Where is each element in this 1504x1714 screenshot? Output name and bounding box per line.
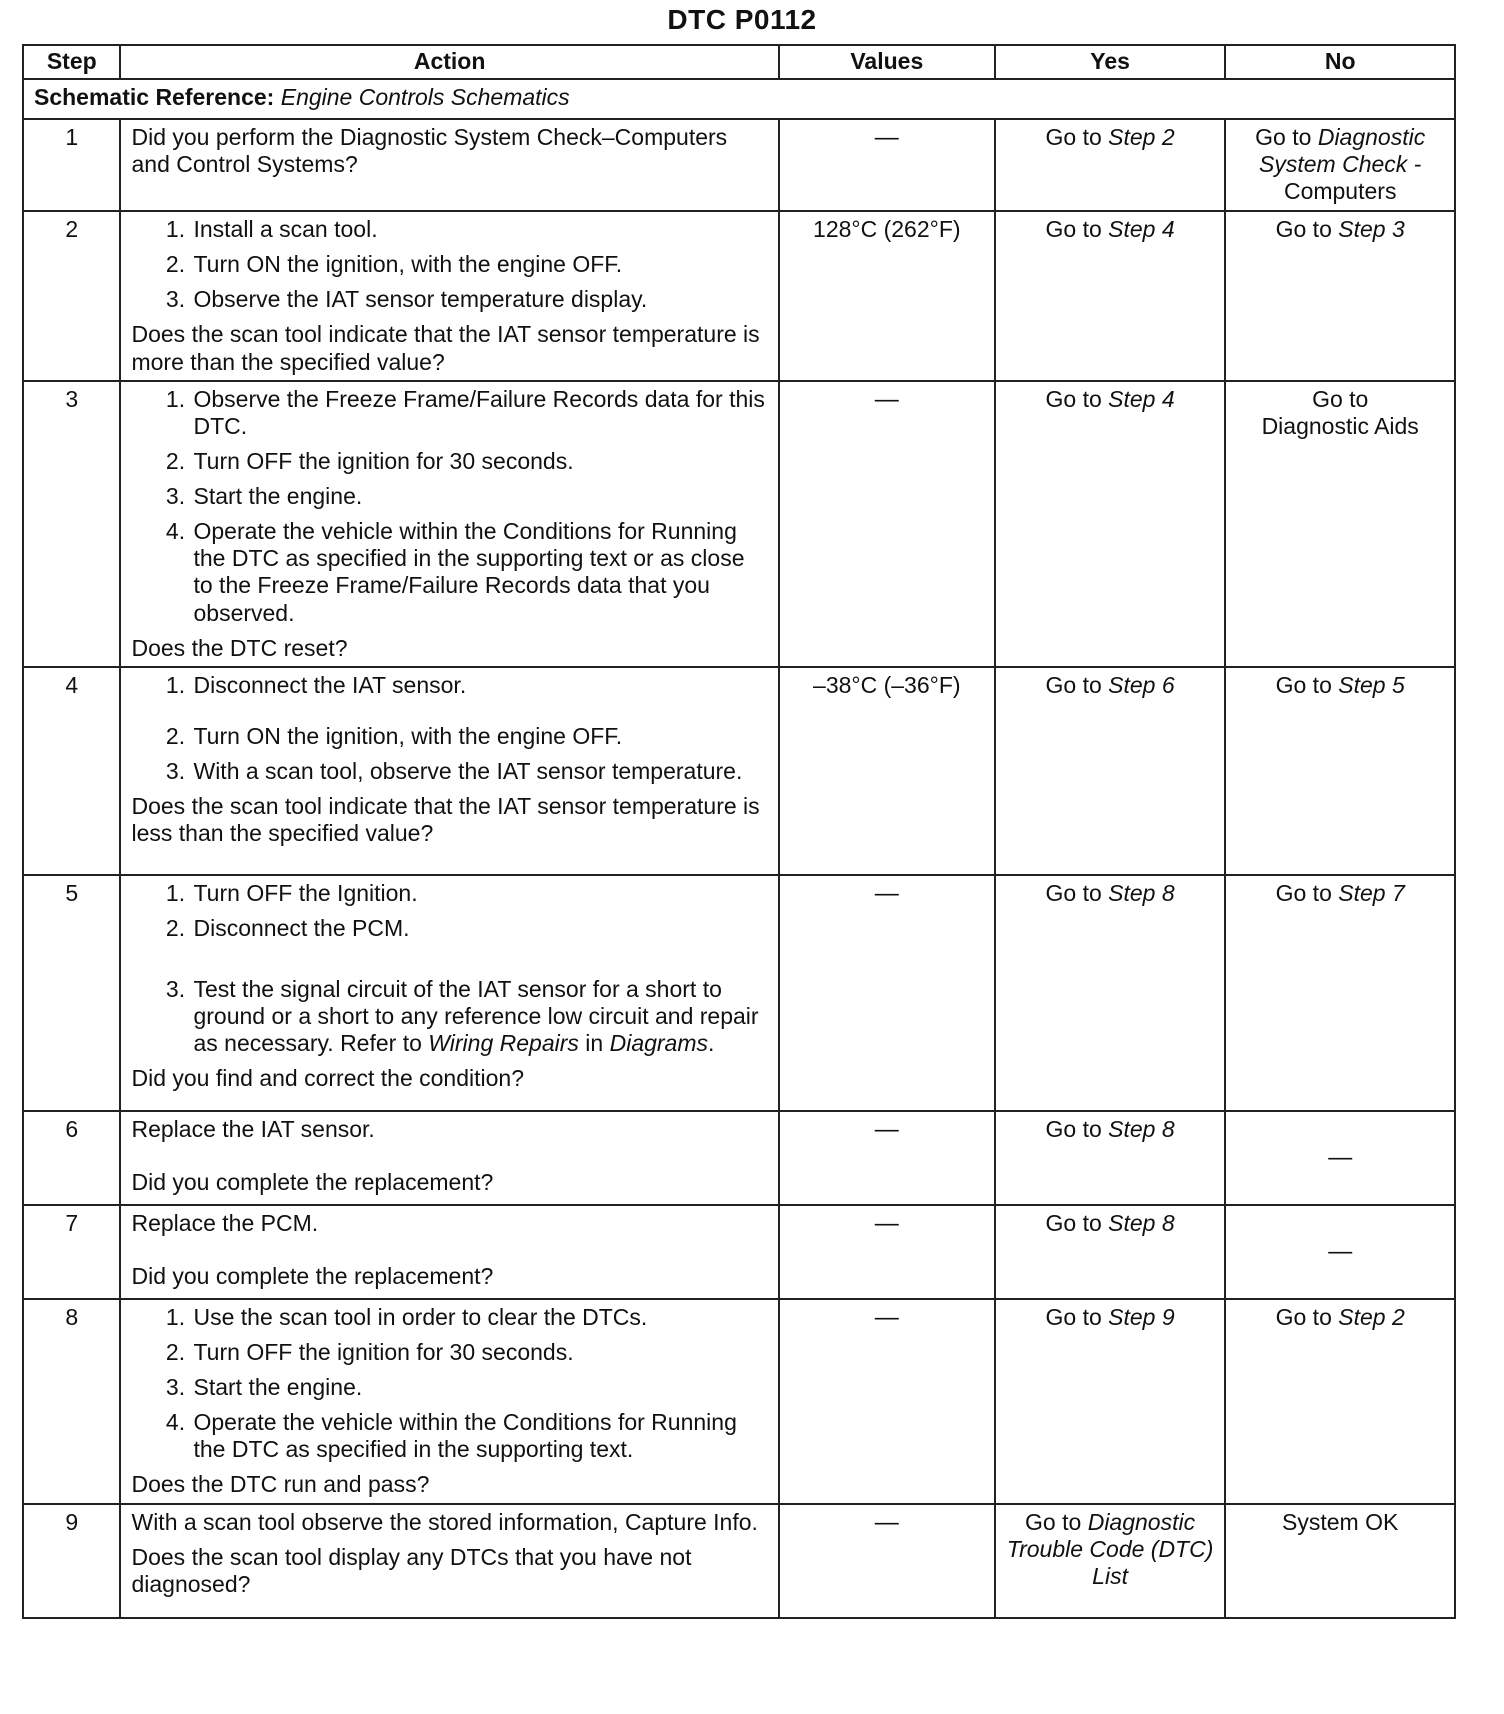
no-step-ref: Step 7 xyxy=(1338,879,1405,906)
action-item: 3. Start the engine. xyxy=(191,1374,767,1401)
yes-cell xyxy=(995,119,1226,211)
no-cell xyxy=(1225,875,1455,1111)
no-step-ref: Step 5 xyxy=(1338,671,1405,698)
action-list xyxy=(131,880,767,1058)
value-dash: — xyxy=(874,1115,899,1143)
no-goto-line: Go to xyxy=(1312,385,1369,412)
action-list xyxy=(131,672,767,785)
action-item: 2. Turn ON the ignition, with the engine OFF. xyxy=(191,251,767,278)
table-row xyxy=(23,211,1455,381)
yes-step-ref: Step 4 xyxy=(1108,216,1175,242)
action-question: Did you complete the replacement? xyxy=(131,1168,494,1195)
yes-step-ref: Step 8 xyxy=(1108,879,1175,906)
action-cell xyxy=(120,1111,778,1205)
goto-label: Go to xyxy=(1255,124,1312,150)
action-item: 3. With a scan tool, observe the IAT sensor temperature. xyxy=(191,758,767,785)
table-row xyxy=(23,667,1455,875)
schematic-link: Engine Controls Schematics xyxy=(280,84,570,110)
yes-cell xyxy=(995,1504,1226,1618)
yes-cell xyxy=(995,211,1226,381)
action-item: 1. Install a scan tool. xyxy=(191,216,767,243)
yes-step-ref: Step 8 xyxy=(1108,1209,1175,1236)
goto-label: Go to xyxy=(1045,1209,1102,1236)
table-row xyxy=(23,1111,1455,1205)
dtc-table xyxy=(22,44,1456,1619)
action-list xyxy=(131,1304,767,1464)
goto-label: Go to xyxy=(1025,1508,1082,1535)
action-question: Did you perform the Diagnostic System Check–Computers and Control Systems? xyxy=(131,124,728,178)
action-item: 3. Observe the IAT sensor temperature display. xyxy=(191,286,767,313)
yes-ref-italic: Diagnostic Trouble Code (DTC) List xyxy=(1006,1508,1214,1589)
step-number: 9 xyxy=(23,1504,120,1618)
step-number: 2 xyxy=(23,211,120,381)
header-step: Step xyxy=(23,45,120,79)
value-cell xyxy=(779,119,995,211)
action-question: Does the scan tool indicate that the IAT sensor temperature is less than the specified value? xyxy=(131,793,760,847)
action-item: 2. Disconnect the PCM. xyxy=(191,915,767,942)
yes-step-ref: Step 2 xyxy=(1108,124,1175,150)
action-item-text: in xyxy=(585,1030,604,1057)
header-no: No xyxy=(1225,45,1455,79)
step-number: 3 xyxy=(23,381,120,667)
action-item xyxy=(191,976,767,1057)
action-cell xyxy=(120,381,778,667)
goto-label: Go to xyxy=(1045,879,1102,906)
action-item: 2. Turn ON the ignition, with the engine OFF. xyxy=(191,723,767,750)
goto-label: Go to xyxy=(1045,1303,1102,1330)
goto-label: Go to xyxy=(1275,216,1332,242)
action-item: 3. Start the engine. xyxy=(191,483,767,510)
schematic-row xyxy=(23,79,1455,119)
goto-label: Go to xyxy=(1045,385,1102,412)
header-values: Values xyxy=(779,45,995,79)
value-cell: –38°C (–36°F) xyxy=(779,667,995,875)
value-dash: — xyxy=(874,879,899,907)
no-cell xyxy=(1225,1205,1455,1299)
action-list xyxy=(131,386,767,627)
no-cell xyxy=(1225,119,1455,211)
action-cell xyxy=(120,211,778,381)
yes-cell xyxy=(995,381,1226,667)
no-step-ref: Step 3 xyxy=(1338,216,1405,242)
value-cell xyxy=(779,1111,995,1205)
step-number: 5 xyxy=(23,875,120,1111)
table-row xyxy=(23,381,1455,667)
no-ref: Diagnostic Aids xyxy=(1261,412,1419,439)
action-question: Does the DTC run and pass? xyxy=(131,1471,430,1498)
page-title: DTC P0112 xyxy=(667,4,817,35)
yes-cell xyxy=(995,1299,1226,1504)
action-item: 1. Turn OFF the Ignition. xyxy=(191,880,767,907)
action-item: 2. Turn OFF the ignition for 30 seconds. xyxy=(191,1339,767,1366)
schematic-label: Schematic Reference: xyxy=(34,84,275,110)
header-row xyxy=(23,45,1455,79)
action-list xyxy=(131,216,767,313)
value-dash: — xyxy=(874,1508,899,1536)
no-step-ref: Step 2 xyxy=(1338,1303,1405,1330)
action-cell xyxy=(120,1504,778,1618)
yes-step-ref: Step 8 xyxy=(1108,1115,1175,1142)
action-instruction: Replace the IAT sensor. xyxy=(131,1115,375,1142)
action-instruction: Replace the PCM. xyxy=(131,1209,319,1236)
action-cell xyxy=(120,667,778,875)
yes-cell xyxy=(995,875,1226,1111)
step-number: 4 xyxy=(23,667,120,875)
action-item: 1. Disconnect the IAT sensor. xyxy=(191,672,767,699)
value-dash: — xyxy=(874,385,899,413)
yes-step-ref: Step 9 xyxy=(1108,1303,1175,1330)
action-cell xyxy=(120,119,778,211)
action-item-text: Test the signal circuit of the IAT sensor for a short to ground or a short to any reference low circuit and repair as necessary. Refer to xyxy=(193,976,759,1057)
action-item: 1. Use the scan tool in order to clear the DTCs. xyxy=(191,1304,767,1331)
action-question: Did you complete the replacement? xyxy=(131,1262,494,1289)
yes-cell xyxy=(995,1111,1226,1205)
action-item: 4. Operate the vehicle within the Conditions for Running the DTC as specified in the supporting text. xyxy=(191,1409,767,1463)
goto-label: Go to xyxy=(1045,1115,1102,1142)
header-action: Action xyxy=(120,45,778,79)
step-number: 6 xyxy=(23,1111,120,1205)
action-cell xyxy=(120,1299,778,1504)
table-row xyxy=(23,1504,1455,1618)
action-question: Does the DTC reset? xyxy=(131,634,348,661)
table-row xyxy=(23,1299,1455,1504)
action-item: 1. Observe the Freeze Frame/Failure Records data for this DTC. xyxy=(191,386,767,440)
value-cell xyxy=(779,875,995,1111)
header-yes: Yes xyxy=(995,45,1226,79)
goto-label: Go to xyxy=(1045,124,1102,150)
action-item: 2. Turn OFF the ignition for 30 seconds. xyxy=(191,448,767,475)
schematic-reference xyxy=(23,79,1455,119)
goto-label: Go to xyxy=(1045,671,1102,698)
value-cell xyxy=(779,381,995,667)
yes-cell xyxy=(995,1205,1226,1299)
no-dash: — xyxy=(1328,1143,1353,1171)
action-cell xyxy=(120,1205,778,1299)
yes-step-ref: Step 6 xyxy=(1108,671,1175,698)
action-instruction: With a scan tool observe the stored information, Capture Info. xyxy=(131,1508,758,1535)
no-ref-italic: Diagnostic System Check - xyxy=(1259,124,1426,178)
step-number: 7 xyxy=(23,1205,120,1299)
yes-cell xyxy=(995,667,1226,875)
value-cell xyxy=(779,1205,995,1299)
goto-label: Go to xyxy=(1275,879,1332,906)
action-question: Does the scan tool display any DTCs that you have not diagnosed? xyxy=(131,1543,692,1597)
goto-label: Go to xyxy=(1275,1303,1332,1330)
goto-label: Go to xyxy=(1045,216,1102,242)
table-row xyxy=(23,875,1455,1111)
value-cell: 128°C (262°F) xyxy=(779,211,995,381)
no-cell: System OK xyxy=(1225,1504,1455,1618)
step-number: 1 xyxy=(23,119,120,211)
no-cell xyxy=(1225,1299,1455,1504)
diagrams-ref: Diagrams xyxy=(609,1030,709,1057)
value-dash: — xyxy=(874,124,899,151)
step-number: 8 xyxy=(23,1299,120,1504)
action-item-text: . xyxy=(708,1030,715,1057)
action-question: Did you find and correct the condition? xyxy=(131,1065,525,1092)
table-row xyxy=(23,119,1455,211)
no-ref-rest: Computers xyxy=(1283,178,1397,205)
value-dash: — xyxy=(874,1303,899,1331)
action-item: 4. Operate the vehicle within the Conditions for Running the DTC as specified in the supporting text or as close to the Freeze Frame/Failure Records data that you observed. xyxy=(191,518,767,627)
no-cell xyxy=(1225,667,1455,875)
value-dash: — xyxy=(874,1209,899,1237)
goto-label: Go to xyxy=(1275,671,1332,698)
table-row xyxy=(23,1205,1455,1299)
action-cell xyxy=(120,875,778,1111)
yes-step-ref: Step 4 xyxy=(1108,385,1175,412)
value-cell xyxy=(779,1504,995,1618)
value-cell xyxy=(779,1299,995,1504)
action-question: Does the scan tool indicate that the IAT sensor temperature is more than the specified value? xyxy=(131,321,760,375)
no-cell xyxy=(1225,1111,1455,1205)
wiring-repairs-ref: Wiring Repairs xyxy=(428,1030,579,1057)
no-dash: — xyxy=(1328,1237,1353,1265)
no-cell xyxy=(1225,381,1455,667)
no-cell xyxy=(1225,211,1455,381)
